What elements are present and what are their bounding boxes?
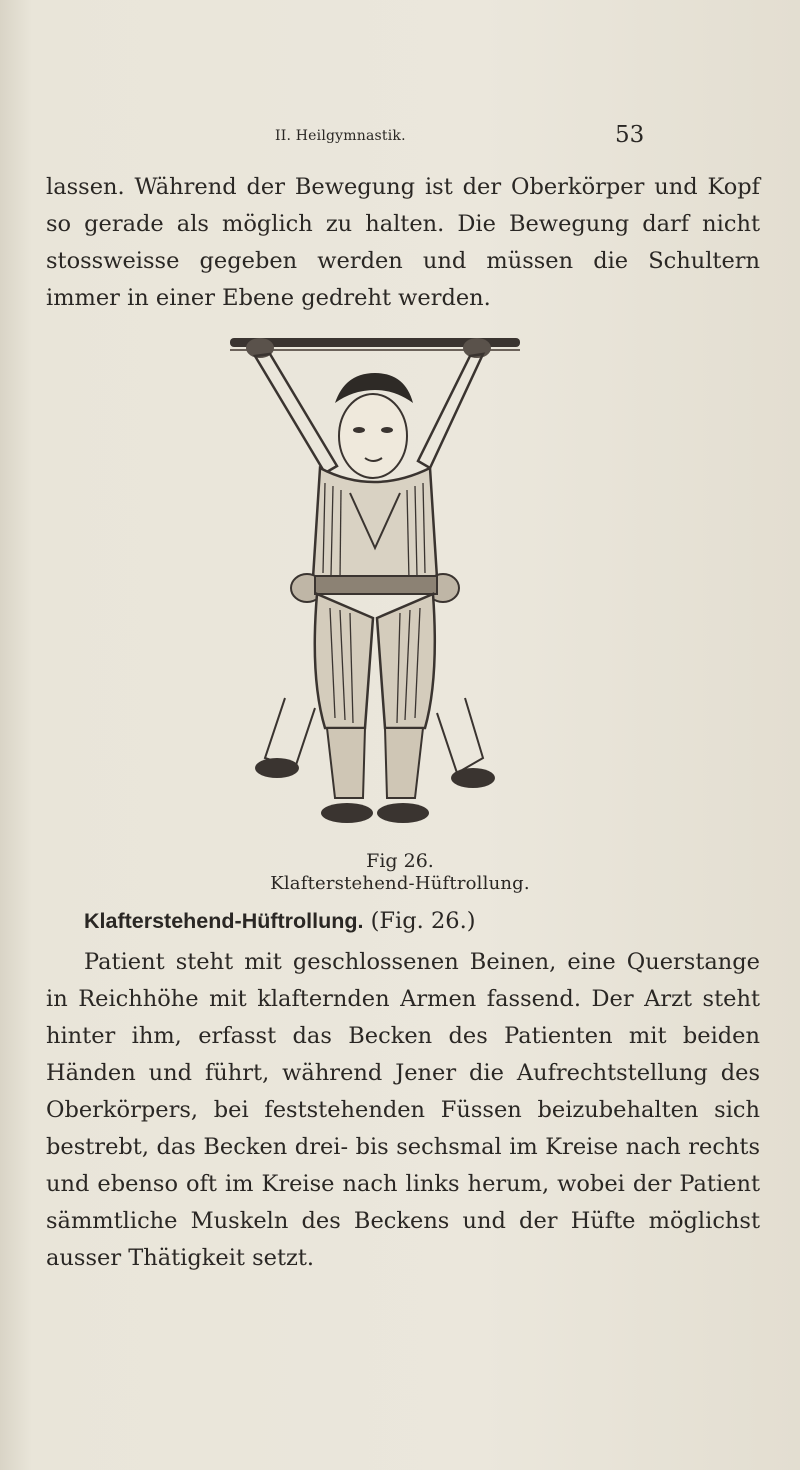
- section-heading-line: [84, 908, 476, 934]
- paragraph-description: Patient steht mit geschlossenen Beinen, eine Querstange in Reichhöhe mit klafternden Armen fassend. Der Arzt steht hinter ihm, erfasst das Becken des Patienten mit beiden Händen und führt, während Jener die Aufrechtstellung des Oberkörpers, bei feststehenden Füssen beizubehalten sich bestrebt, das Becken drei- bis sechsmal im Kreise nach rechts und ebenso oft im Kreise nach links herum, wobei der Patient sämmtliche Muskeln des Beckens und der Hüfte möglichst ausser Thätigkeit setzt.: [46, 949, 760, 1271]
- figure-caption: Klafterstehend-Hüftrollung.: [270, 873, 530, 894]
- running-title: II. Heilgymnastik.: [275, 128, 406, 144]
- section-heading-ref: (Fig. 26.): [370, 908, 476, 934]
- running-head: [0, 122, 800, 152]
- page-number: 53: [615, 122, 645, 148]
- paragraph-intro: lassen. Während der Bewegung ist der Oberkörper und Kopf so gerade als möglich zu halten. Die Bewegung darf nicht stossweisse gegeben werden und müssen die Schultern immer in einer Ebene gedreht werden.: [46, 174, 760, 311]
- figure-label: Fig 26.: [366, 850, 434, 872]
- figure-illustration: [225, 318, 525, 844]
- section-heading: Klafterstehend-Hüftrollung.: [84, 909, 364, 933]
- engraving-figure-hanging-person: [225, 318, 525, 844]
